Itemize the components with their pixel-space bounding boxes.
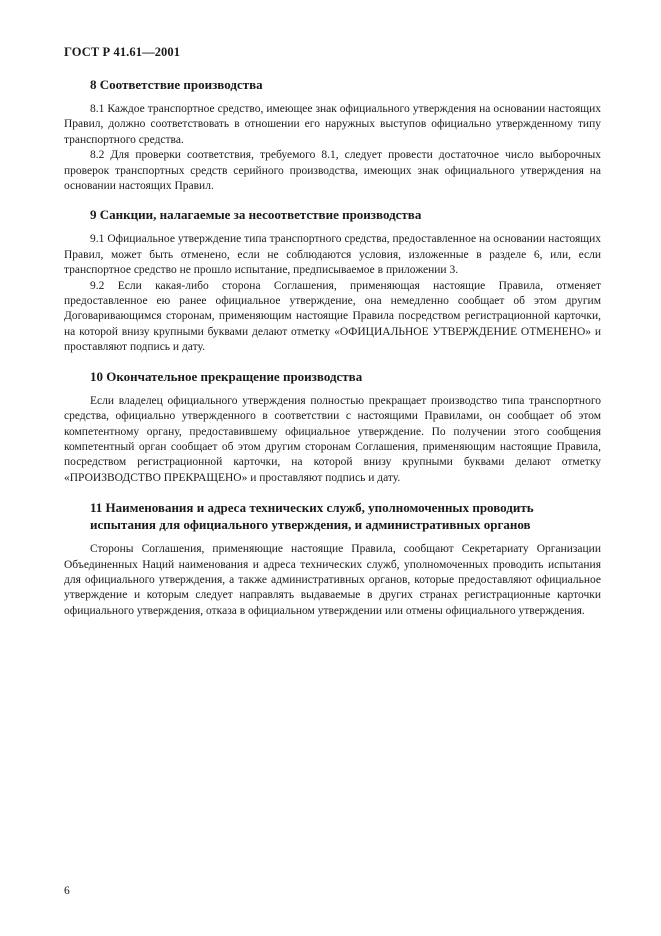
paragraph-9-1: 9.1 Официальное утверждение типа транспортного средства, предоставленное на основании настоящих Правил, может быть отменено, если не соблюдаются условия, изложенные в разделе 6, или, если транспортное средство не прошло испытание, предписываемое в приложении 3. [64, 233, 601, 277]
page-number: 6 [64, 885, 70, 897]
section-8-title: 8 Соответствие производства [90, 77, 263, 92]
section-10 [64, 369, 601, 486]
section-8 [64, 77, 601, 194]
document-body [64, 77, 601, 632]
paragraph-11: Стороны Соглашения, применяющие настоящие Правила, сообщают Секретариату Организации Объединенных Наций наименования и адреса технических служб, уполномоченных проводить испытания для официального утверждения, а также административных органов, которые предоставляют официальное утверждение и которым следует направлять выдаваемые в других странах регистрационные карточки официального утверждения, отказа в официальном утверждении или отмены официального утверждения. [64, 543, 601, 617]
document-code-header: ГОСТ Р 41.61—2001 [64, 45, 181, 59]
paragraph-9-2: 9.2 Если какая-либо сторона Соглашения, применяющая настоящие Правила, отменяет предоставленное ею ранее официальное утверждение, она немедленно сообщает об этом другим Договаривающимся сторонам, применяющим настоящие Правила посредством регистрационной карточки, на которой внизу крупными буквами делают отметку «ОФИЦИАЛЬНОЕ УТВЕРЖДЕНИЕ ОТМЕНЕНО» и проставляют подпись и дату. [64, 279, 601, 354]
paragraph-10: Если владелец официального утверждения полностью прекращает производство типа транспортного средства, официально утвержденного в соответствии с настоящими Правилами, он сообщает об этом компетентному органу, предоставившему официальное утверждение. По получении этого сообщения компетентный орган сообщает об этом другим сторонам Соглашения, применяющим настоящие Правила, посредством регистрационной карточки, на которой внизу крупными буквами делают отметку «ПРОИЗВОДСТВО ПРЕКРАЩЕНО» и проставляют подпись и дату. [64, 394, 601, 484]
section-11-title: 11 Наименования и адреса технических служб, уполномоченных проводить испытания для официального утверждения, и административных органов [90, 500, 534, 533]
paragraph-8-2: 8.2 Для проверки соответствия, требуемого 8.1, следует провести достаточное число выборочных проверок транспортных средств серийного производства, имеющих знак официального утверждения на основании настоящих Правил. [64, 149, 601, 193]
section-9-title: 9 Санкции, налагаемые за несоответствие производства [90, 207, 422, 223]
section-11 [64, 499, 601, 619]
paragraph-8-1: 8.1 Каждое транспортное средство, имеющее знак официального утверждения на основании настоящих Правил, должно соответствовать в отношении его наружных выступов официально утвержденному типу транспортного средства. [64, 103, 601, 146]
section-9 [64, 207, 601, 355]
section-10-title: 10 Окончательное прекращение производства [90, 368, 363, 384]
